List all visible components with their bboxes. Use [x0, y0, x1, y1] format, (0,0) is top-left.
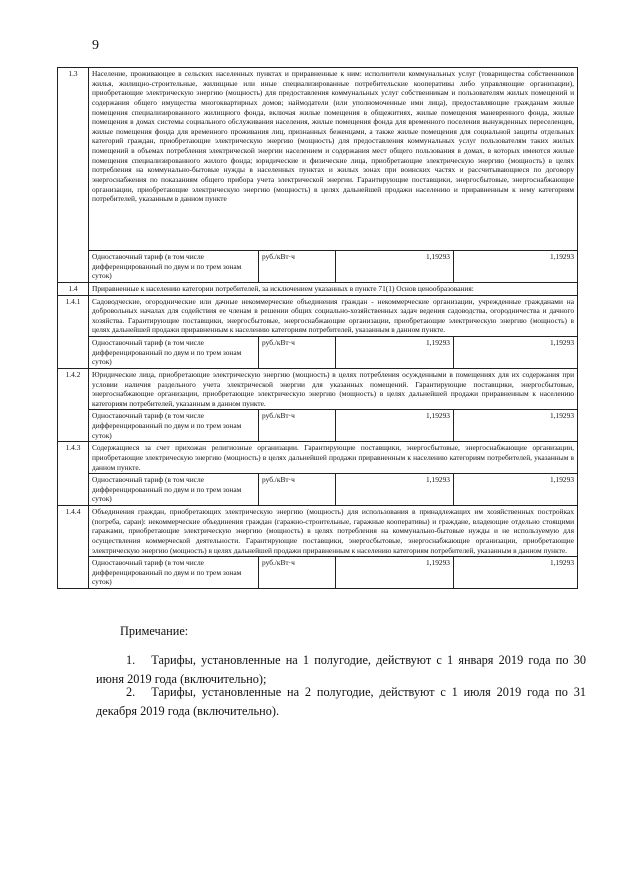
tariff-value-h1: 1,19293 — [336, 251, 454, 283]
tariff-table — [57, 67, 578, 589]
unit-cell: руб./кВт·ч — [259, 474, 336, 506]
row-description: Садоводческие, огороднические или дачные некоммерческие объединения граждан - некоммерческие организации, учрежденные гражданами на добровольных началах для содействия ее членам в решении общих социально-хозяйственных задач ведения садоводства, огородничества и дачного хозяйства. Гарантирующие поставщики, энергосбытовые, энергоснабжающие организации, приобретающие электрическую энергию (мощность) в целях дальнейшей продажи приравненным к населению категориям потребителей, указанным в данном пункте. — [89, 295, 578, 337]
unit-cell: руб./кВт·ч — [259, 410, 336, 442]
note-text: Тарифы, установленные на 2 полугодие, действуют с 1 июля 2019 года по 31 декабря 2019 года (включительно). — [96, 685, 586, 719]
tariff-value-h1: 1,19293 — [336, 474, 454, 506]
tariff-value-h1: 1,19293 — [336, 557, 454, 589]
note-number: 2. — [126, 685, 136, 699]
tariff-value-h2: 1,19293 — [454, 474, 578, 506]
row-number: 1.3 — [58, 68, 89, 283]
row-number: 1.4 — [58, 282, 89, 295]
table-row — [58, 442, 578, 474]
tariff-row — [58, 337, 578, 369]
table-row — [58, 506, 578, 557]
row-description: Приравненные к населению категории потребителей, за исключением указанных в пункте 71(1) Основ ценообразования: — [89, 282, 578, 295]
unit-cell: руб./кВт·ч — [259, 557, 336, 589]
row-number: 1.4.1 — [58, 295, 89, 368]
tariff-value-h1: 1,19293 — [336, 337, 454, 369]
table-row — [58, 295, 578, 337]
tariff-label: Одноставочный тариф (в том числе дифференцированный по двум и по трем зонам суток) — [89, 337, 259, 369]
tariff-row — [58, 410, 578, 442]
note-number: 1. — [126, 653, 136, 667]
tariff-label: Одноставочный тариф (в том числе дифференцированный по двум и по трем зонам суток) — [89, 557, 259, 589]
note-item — [96, 683, 586, 721]
row-number: 1.4.4 — [58, 506, 89, 589]
tariff-row — [58, 251, 578, 283]
table-row — [58, 368, 578, 410]
row-description: Содержащиеся за счет прихожан религиозные организации. Гарантирующие поставщики, энергосбытовые, энергоснабжающие организации, приобретающие электрическую энергию (мощность) в целях дальнейшей продажи приравненным к населению категориям потребителей, указанным в данном пункте. — [89, 442, 578, 474]
row-number: 1.4.3 — [58, 442, 89, 506]
tariff-label: Одноставочный тариф (в том числе дифференцированный по двум и по трем зонам суток) — [89, 251, 259, 283]
table-row — [58, 68, 578, 251]
row-number: 1.4.2 — [58, 368, 89, 441]
unit-cell: руб./кВт·ч — [259, 337, 336, 369]
tariff-label: Одноставочный тариф (в том числе дифференцированный по двум и по трем зонам суток) — [89, 410, 259, 442]
tariff-value-h2: 1,19293 — [454, 410, 578, 442]
row-description: Население, проживающее в сельских населенных пунктах и приравненные к ним: исполнители коммунальных услуг (товарищества собственников жилья, жилищно-строительные, жилищные или иные специализированные потребительские кооперативы либо управляющие организации), приобретающие электрическую энергию (мощность) для предоставления коммунальных услуг собственникам и пользователям жилых помещений и содержания общего имущества многоквартирных домов; наймодатели (или уполномоченные ими лица), предоставляющие гражданам жилые помещения специализированного жилищного фонда, включая жилые помещения в общежитиях, жилые помещения маневренного фонда, жилые помещения в домах системы социального обслуживания населения, жилые помещения фонда для временного поселения вынужденных переселенцев, жилые помещения фонда для временного проживания лиц, признанных беженцами, а также жилые помещения для социальной защиты отдельных категорий граждан, приобретающие электрическую энергию (мощность) для предоставления коммунальных услуг пользователям таких жилых помещений в объемах потребления электрической энергии населением и содержания мест общего пользования в домах, в которых имеются жилые помещения специализированного жилого фонда; юридические и физические лица, приобретающие электрическую энергию (мощность) в целях потребления на коммунально-бытовые нужды в населенных пунктах и жилых зонах при воинских частях и рассчитывающиеся по договору энергоснабжения по показаниям общего прибора учета электрической энергии. Гарантирующие поставщики, энергосбытовые, энергоснабжающие организации, приобретающие электрическую энергию (мощность) в целях дальнейшей продажи населению и приравненным к нему категориям потребителей, указанным в данном пункте — [89, 68, 578, 251]
notes-title: Примечание: — [120, 624, 189, 638]
page-number: 9 — [92, 38, 99, 53]
tariff-row — [58, 474, 578, 506]
table-row — [58, 282, 578, 295]
row-description: Объединения граждан, приобретающих электрическую энергию (мощность) для использования в принадлежащих им хозяйственных постройках (погреба, сараи): некоммерческие объединения граждан (гаражно-строительные, гаражные кооперативы) и граждане, владеющие отдельно стоящими гаражами, приобретающие электрическую энергию (мощность) в целях потребления на коммунально-бытовые нужды и не используемую для осуществления коммерческой деятельности. Гарантирующие поставщики, энергосбытовые, энергоснабжающие организации, приобретающие электрическую энергию (мощность) в целях дальнейшей продажи приравненным к населению категориям потребителей, указанным в данном пункте. — [89, 506, 578, 557]
tariff-value-h2: 1,19293 — [454, 251, 578, 283]
tariff-row — [58, 557, 578, 589]
row-description: Юридические лица, приобретающие электрическую энергию (мощность) в целях потребления осужденными в помещениях для их содержания при условии наличия раздельного учета электрической энергии для указанных помещений. Гарантирующие поставщики, энергосбытовые, энергоснабжающие организации, приобретающие электрическую энергию (мощность) в целях дальнейшей продажи приравненным к населению категориям потребителей, указанным в данном пункте. — [89, 368, 578, 410]
tariff-value-h1: 1,19293 — [336, 410, 454, 442]
note-text: Тарифы, установленные на 1 полугодие, действуют с 1 января 2019 года по 30 июня 2019 года (включительно); — [96, 653, 586, 687]
tariff-value-h2: 1,19293 — [454, 337, 578, 369]
unit-cell: руб./кВт·ч — [259, 251, 336, 283]
tariff-label: Одноставочный тариф (в том числе дифференцированный по двум и по трем зонам суток) — [89, 474, 259, 506]
tariff-value-h2: 1,19293 — [454, 557, 578, 589]
